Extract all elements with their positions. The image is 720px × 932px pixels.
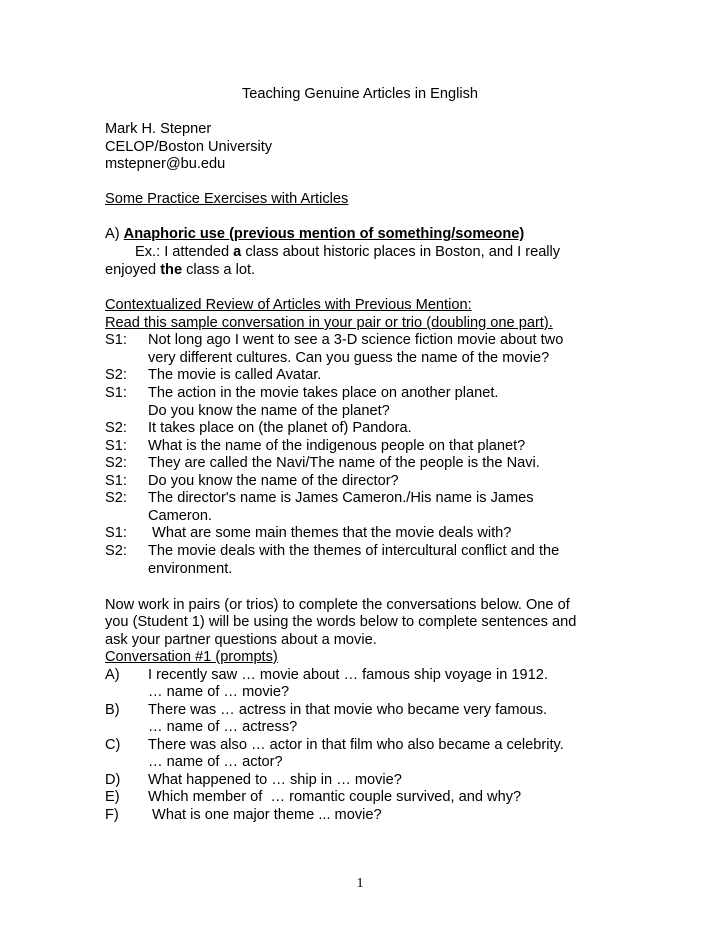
anaphoric-heading-line <box>105 226 524 244</box>
prompt-line: Which member of … romantic couple survived, and why? <box>148 789 522 805</box>
anaphoric-example-line-2 <box>105 262 255 280</box>
example-text: enjoyed <box>105 262 161 278</box>
dialogue-line: environment. <box>148 561 233 577</box>
dialogue-speaker: S1: <box>105 385 127 401</box>
prompt-line: … name of … actress? <box>148 719 298 735</box>
example-text: class about historic places in Boston, and I really <box>241 244 561 260</box>
dialogue-speaker: S2: <box>105 455 127 471</box>
review-instruction: Read this sample conversation in your pair or trio (doubling one part). <box>105 315 553 331</box>
dialogue-line: It takes place on (the planet of) Pandora. <box>148 420 412 436</box>
prompt-label: B) <box>105 702 120 718</box>
pairwork-line: ask your partner questions about a movie. <box>105 632 377 648</box>
review-heading: Contextualized Review of Articles with Previous Mention: <box>105 297 472 313</box>
dialogue-speaker: S1: <box>105 332 127 348</box>
anaphoric-prefix: A) <box>105 226 124 242</box>
example-article-a: a <box>233 244 242 260</box>
author-name: Mark H. Stepner <box>105 121 212 137</box>
dialogue-speaker: S2: <box>105 543 127 559</box>
example-text: class a lot. <box>182 262 256 278</box>
anaphoric-example-line-1 <box>135 244 560 262</box>
dialogue-line: The movie is called Avatar. <box>148 367 322 383</box>
pairwork-line: you (Student 1) will be using the words below to complete sentences and <box>105 614 577 630</box>
dialogue-line: Do you know the name of the planet? <box>148 403 390 419</box>
example-article-the: the <box>160 262 183 278</box>
dialogue-line: Not long ago I went to see a 3-D science fiction movie about two <box>148 332 564 348</box>
dialogue-line: The movie deals with the themes of intercultural conflict and the <box>148 543 560 559</box>
prompt-label: A) <box>105 667 120 683</box>
dialogue-speaker: S1: <box>105 473 127 489</box>
prompt-label: F) <box>105 807 119 823</box>
prompt-line: What is one major theme ... movie? <box>148 807 382 823</box>
document-title: Teaching Genuine Articles in English <box>241 86 479 102</box>
dialogue-line: What are some main themes that the movie deals with? <box>148 525 512 541</box>
dialogue-line: Cameron. <box>148 508 213 524</box>
prompt-label: D) <box>105 772 121 788</box>
prompt-line: … name of … movie? <box>148 684 290 700</box>
example-text: Ex.: I attended <box>135 244 234 260</box>
prompt-label: C) <box>105 737 121 753</box>
dialogue-speaker: S2: <box>105 420 127 436</box>
dialogue-speaker: S1: <box>105 525 127 541</box>
section-heading: Some Practice Exercises with Articles <box>105 191 349 207</box>
dialogue-speaker: S2: <box>105 367 127 383</box>
author-email: mstepner@bu.edu <box>105 156 226 172</box>
dialogue-line: What is the name of the indigenous people on that planet? <box>148 438 526 454</box>
author-affiliation: CELOP/Boston University <box>105 139 273 155</box>
page-number: 1 <box>356 876 364 891</box>
dialogue-speaker: S1: <box>105 438 127 454</box>
conversation-heading: Conversation #1 (prompts) <box>105 649 278 665</box>
prompt-label: E) <box>105 789 120 805</box>
dialogue-line: very different cultures. Can you guess the name of the movie? <box>148 350 550 366</box>
dialogue-speaker: S2: <box>105 490 127 506</box>
dialogue-line: They are called the Navi/The name of the people is the Navi. <box>148 455 540 471</box>
prompt-line: There was also … actor in that film who also became a celebrity. <box>148 737 564 753</box>
prompt-line: … name of … actor? <box>148 754 283 770</box>
prompt-line: What happened to … ship in … movie? <box>148 772 402 788</box>
pairwork-line: Now work in pairs (or trios) to complete the conversations below. One of <box>105 597 570 613</box>
dialogue-line: Do you know the name of the director? <box>148 473 399 489</box>
anaphoric-heading: Anaphoric use (previous mention of something/someone) <box>123 226 525 242</box>
dialogue-line: The action in the movie takes place on another planet. <box>148 385 499 401</box>
prompt-line: There was … actress in that movie who became very famous. <box>148 702 548 718</box>
dialogue-line: The director's name is James Cameron./His name is James <box>148 490 534 506</box>
prompt-line: I recently saw … movie about … famous ship voyage in 1912. <box>148 667 548 683</box>
